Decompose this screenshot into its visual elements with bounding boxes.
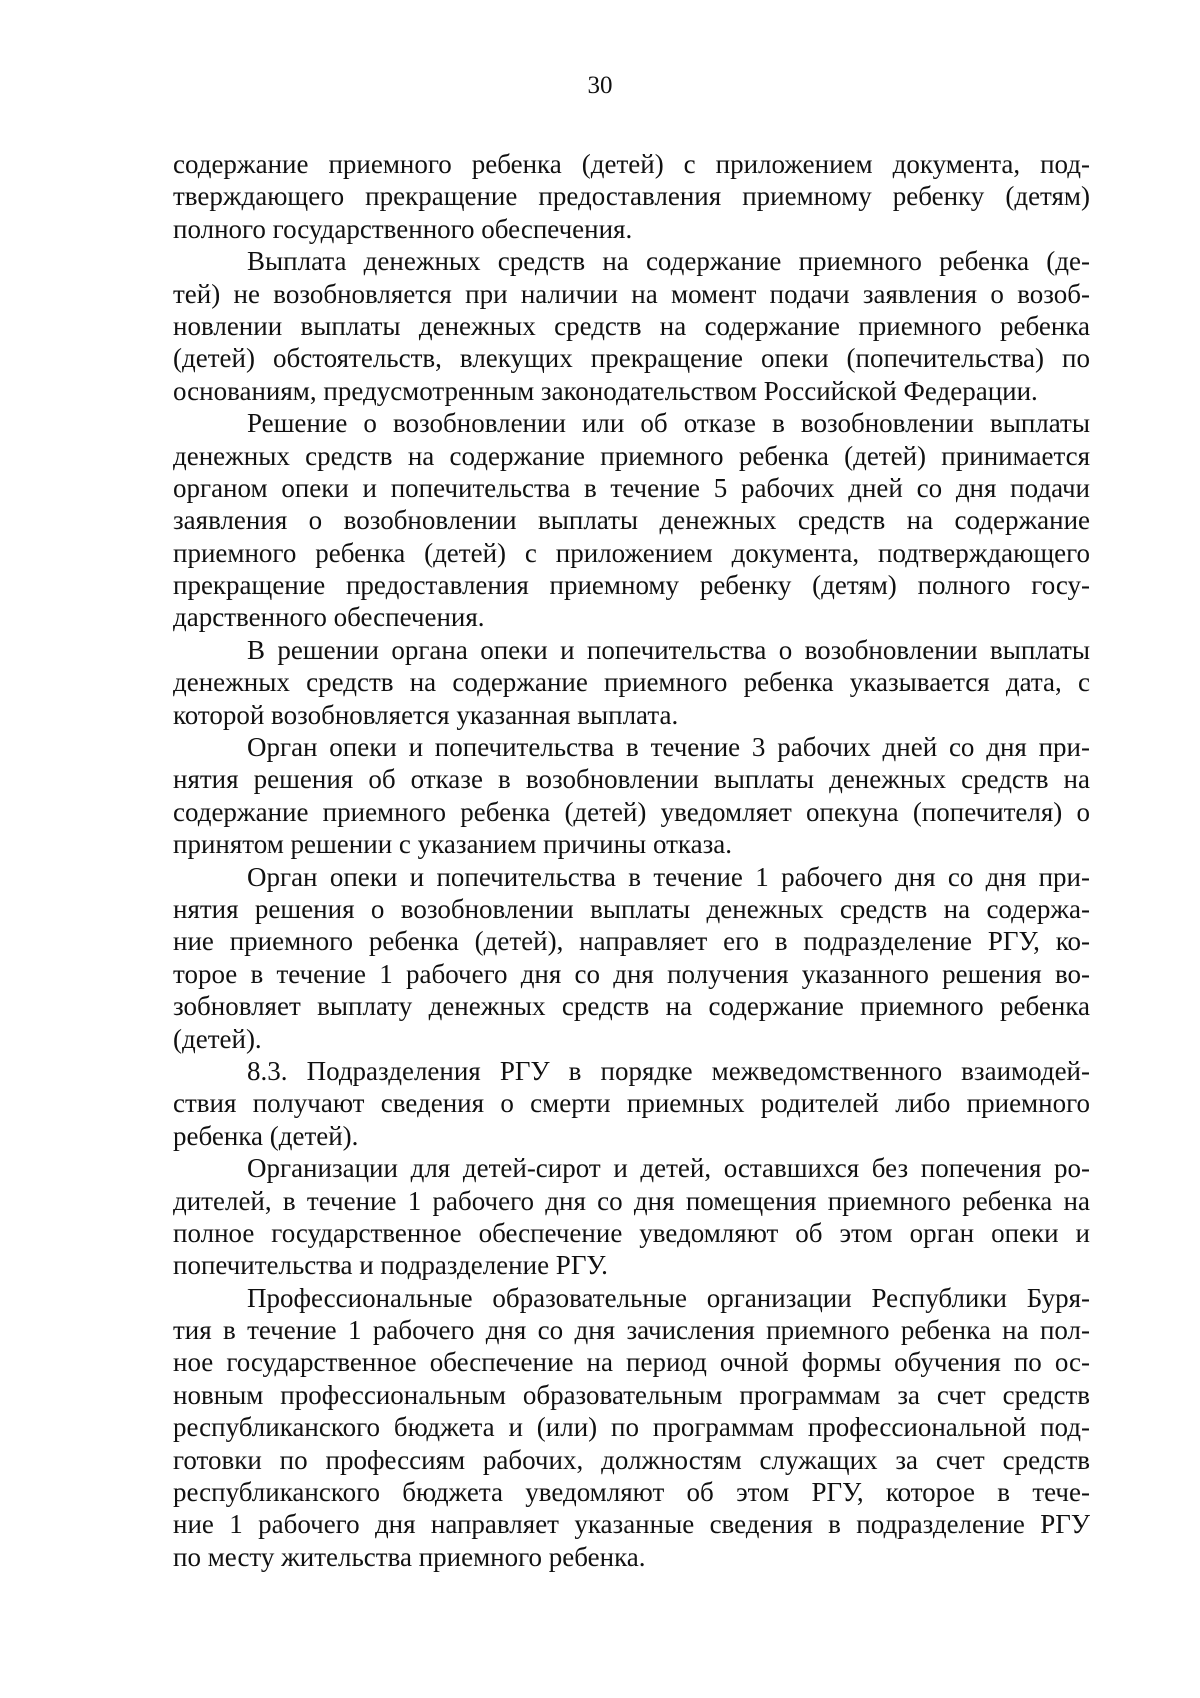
- text-line: республиканского бюджета уведомляют об этом РГУ, которое в тече-: [173, 1477, 1090, 1508]
- text-line: 8.3. Подразделения РГУ в порядке межведомственного взаимодей-: [247, 1055, 1090, 1086]
- document-body: [173, 148, 1090, 1573]
- text-line: прекращение предоставления приемному ребенку (детям) полного госу-: [173, 570, 1090, 601]
- text-line: В решении органа опеки и попечительства о возобновлении выплаты: [247, 634, 1090, 665]
- text-line: Орган опеки и попечительства в течение 1 рабочего дня со дня при-: [247, 861, 1090, 892]
- text-line: которой возобновляется указанная выплата.: [173, 699, 679, 730]
- paragraph: [173, 634, 1090, 731]
- text-line: ние 1 рабочего дня направляет указанные сведения в подразделение РГУ: [173, 1509, 1090, 1540]
- paragraph: [173, 1282, 1090, 1574]
- text-line: тия в течение 1 рабочего дня со дня зачисления приемного ребенка на пол-: [173, 1315, 1090, 1346]
- text-line: Организации для детей-сирот и детей, оставшихся без попечения ро-: [247, 1153, 1090, 1184]
- text-line: нятия решения об отказе в возобновлении выплаты денежных средств на: [173, 764, 1090, 795]
- text-line: дителей, в течение 1 рабочего дня со дня помещения приемного ребенка на: [173, 1185, 1090, 1216]
- page-number: 30: [587, 72, 613, 99]
- text-line: готовки по профессиям рабочих, должностям служащих за счет средств: [173, 1444, 1090, 1475]
- text-line: (детей) обстоятельств, влекущих прекращение опеки (попечительства) по: [173, 343, 1090, 374]
- text-line: Решение о возобновлении или об отказе в возобновлении выплаты: [247, 408, 1090, 439]
- text-line: Профессиональные образовательные организации Республики Буря-: [247, 1282, 1090, 1313]
- text-line: заявления о возобновлении выплаты денежных средств на содержание: [173, 505, 1090, 536]
- paragraph: [173, 1152, 1090, 1282]
- paragraph: [173, 1055, 1090, 1152]
- text-line: содержание приемного ребенка (детей) уведомляет опекуна (попечителя) о: [173, 796, 1090, 827]
- paragraph: [173, 861, 1090, 1055]
- text-line: органом опеки и попечительства в течение 5 рабочих дней со дня подачи: [173, 472, 1090, 503]
- text-line: основаниям, предусмотренным законодательством Российской Федерации.: [173, 375, 1038, 406]
- text-line: денежных средств на содержание приемного ребенка (детей) принимается: [173, 440, 1090, 471]
- text-line: ребенка (детей).: [173, 1120, 359, 1151]
- text-line: нятия решения о возобновлении выплаты денежных средств на содержа-: [173, 893, 1090, 924]
- text-line: полного государственного обеспечения.: [173, 213, 633, 244]
- text-line: денежных средств на содержание приемного ребенка указывается дата, с: [173, 667, 1090, 698]
- text-line: попечительства и подразделение РГУ.: [173, 1250, 608, 1281]
- text-line: дарственного обеспечения.: [173, 602, 485, 633]
- text-line: приемного ребенка (детей) с приложением документа, подтверждающего: [173, 537, 1090, 568]
- paragraph: [173, 407, 1090, 634]
- text-line: новлении выплаты денежных средств на содержание приемного ребенка: [173, 310, 1090, 341]
- text-line: новным профессиональным образовательным программам за счет средств: [173, 1379, 1090, 1410]
- text-line: зобновляет выплату денежных средств на содержание приемного ребенка: [173, 991, 1090, 1022]
- text-line: тверждающего прекращение предоставления приемному ребенку (детям): [173, 181, 1090, 212]
- text-line: Выплата денежных средств на содержание приемного ребенка (де-: [247, 246, 1090, 277]
- text-line: тей) не возобновляется при наличии на момент подачи заявления о возоб-: [173, 278, 1090, 309]
- text-line: Орган опеки и попечительства в течение 3 рабочих дней со дня при-: [247, 732, 1090, 763]
- text-line: ствия получают сведения о смерти приемных родителей либо приемного: [173, 1088, 1090, 1119]
- text-line: ние приемного ребенка (детей), направляет его в подразделение РГУ, ко-: [173, 926, 1090, 957]
- paragraph: [173, 731, 1090, 861]
- text-line: республиканского бюджета и (или) по программам профессиональной под-: [173, 1412, 1090, 1443]
- text-line: торое в течение 1 рабочего дня со дня получения указанного решения во-: [173, 958, 1090, 989]
- text-line: (детей).: [173, 1023, 262, 1054]
- paragraph: [173, 148, 1090, 245]
- paragraph: [173, 245, 1090, 407]
- text-line: ное государственное обеспечение на период очной формы обучения по ос-: [173, 1347, 1090, 1378]
- text-line: принятом решении с указанием причины отказа.: [173, 829, 732, 860]
- text-line: полное государственное обеспечение уведомляют об этом орган опеки и: [173, 1217, 1090, 1248]
- text-line: по месту жительства приемного ребенка.: [173, 1541, 646, 1572]
- text-line: содержание приемного ребенка (детей) с приложением документа, под-: [173, 149, 1090, 179]
